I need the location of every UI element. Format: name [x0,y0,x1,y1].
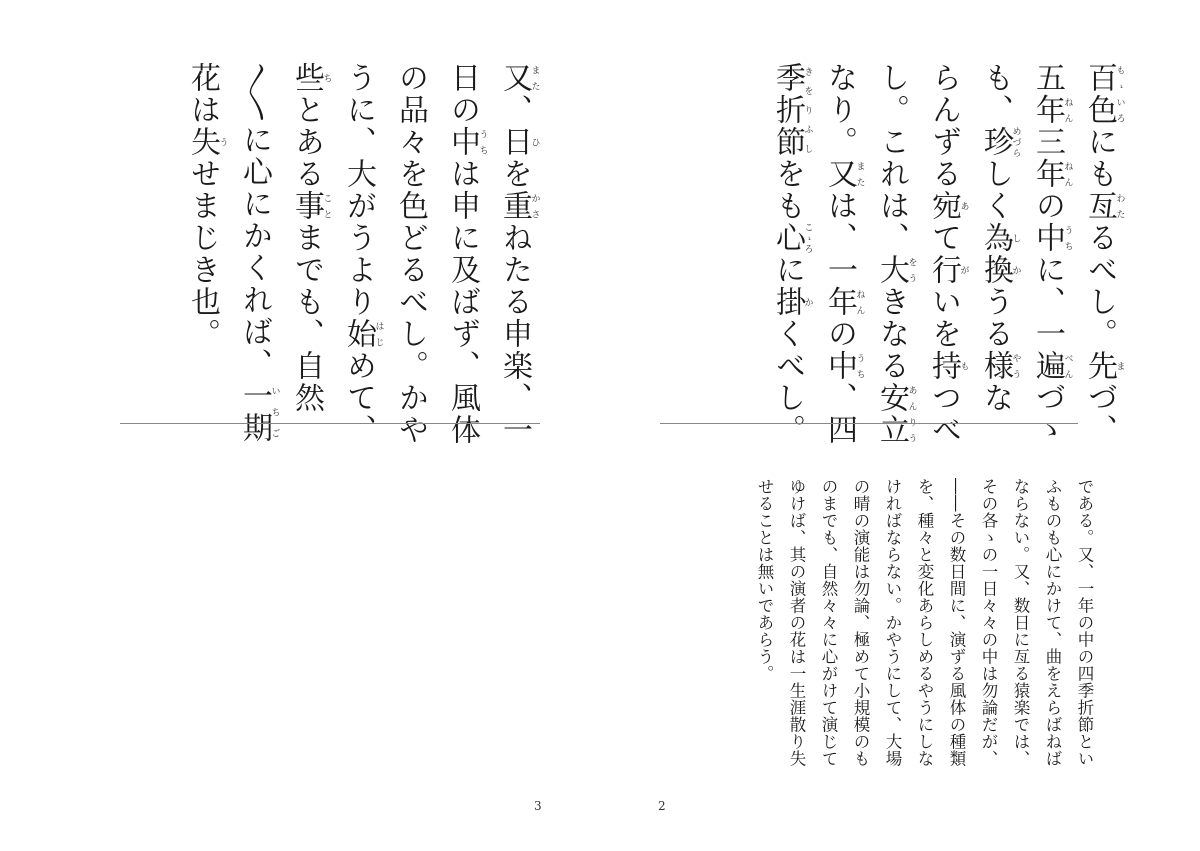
commentary-line: ふものも心にかけて、曲をえらばねば [1043,478,1062,767]
ruby-word: 又また [497,62,540,94]
ruby-word: 為し [978,222,1021,254]
text-line: うに、大がうより始はじめて、 [341,62,384,446]
text-line: 百色もゝいろにも亙わたるべし。先まづ、 [1082,62,1125,446]
ruby-word: 行が [926,254,969,286]
right-main-text [761,62,1125,446]
ruby-word: 亙わた [1082,190,1125,222]
ruby-word: 換か [978,254,1021,286]
text-line: らんずる宛あて行がいを持もつべ [926,62,969,446]
commentary-line: ゆけば、其の演者の花は一生涯散り失 [787,478,806,767]
left-main-text [176,62,540,446]
commentary-line: ならない。又、数日に亙る猿楽では、 [1011,478,1030,767]
commentary-line: の晴の演能は勿論、極めて小規模のも [851,478,870,767]
ruby-word: 年ねん [1030,158,1073,190]
ruby-word: 季折節きをりふし [770,62,813,158]
commentary-line: その各ゝの一日々々の中は勿論だが、 [979,478,998,767]
ruby-word: 宛あ [926,190,969,222]
text-line: 五年ねん三年ねんの中うちに、一遍べんづゝ [1030,62,1073,446]
right-page-number: 2 [658,799,666,813]
ruby-word: 大をう [874,254,917,286]
left-divider [120,423,540,424]
ruby-word: 失う [185,126,228,158]
ruby-word: 一期いちご [237,380,280,444]
ruby-word: 珍めづら [978,126,1021,158]
ruby-word: 持も [926,350,969,382]
ruby-word: 些ち [289,62,332,94]
ruby-word: 中うち [822,350,865,382]
ruby-word: 日ひ [497,126,540,158]
commentary-text [748,478,1100,778]
right-page [600,0,1200,851]
ruby-word: 百色もゝいろ [1082,62,1125,126]
text-line: 又また、日ひを重かさねたる申楽、一 [497,62,540,446]
ruby-word: 心こゝろ [770,222,813,254]
commentary-line: を、種々と変化あらしめるやうにしな [915,478,934,767]
text-line: 些ちとある事ことまでも、自然 [289,62,332,414]
right-divider [660,423,1078,424]
commentary-line: である。又、一年の中の四季折節とい [1075,478,1094,767]
text-line: 花は失うせまじき也。 [185,62,228,350]
ruby-word: 安立あんりう [874,382,917,446]
ruby-word: 遍べん [1030,350,1073,382]
ruby-word: 様やう [978,350,1021,382]
text-line: 〳〵に心にかくれば、一期いちご [237,62,280,444]
text-line: 季折節きをりふしをも心こゝろに掛かくべし。 [770,62,813,446]
commentary-line: ――その数日間に、演ずる風体の種類 [947,478,966,767]
ruby-word: 掛か [770,286,813,318]
commentary-line: のまでも、自然々々に心がけて演じて [819,478,838,767]
ruby-word: 中うち [1030,222,1073,254]
commentary-line: せることは無いであらう。 [755,478,774,682]
ruby-word: 中うち [445,126,488,158]
text-line: も、珍めづらしく為し換かうる様やうな [978,62,1021,414]
text-line: 日の中うちは申に及ばず、風体 [445,62,488,446]
text-line: の品々を色どるべし。かや [393,62,428,446]
ruby-word: 始はじ [341,318,384,350]
ruby-word: 年ねん [1030,94,1073,126]
ruby-word: 先ま [1082,350,1125,382]
commentary-line: ければならない。かやうにして、大場 [883,478,902,767]
ruby-word: 事こと [289,190,332,222]
text-line: なり。又または、一年ねんの中うち、四 [822,62,865,446]
ruby-word: 年ねん [822,286,865,318]
ruby-word: 又また [822,158,865,190]
ruby-word: 重かさ [497,190,540,222]
text-line: し。これは、大をうきなる安立あんりう [874,62,917,446]
left-page-number: 3 [534,799,542,813]
